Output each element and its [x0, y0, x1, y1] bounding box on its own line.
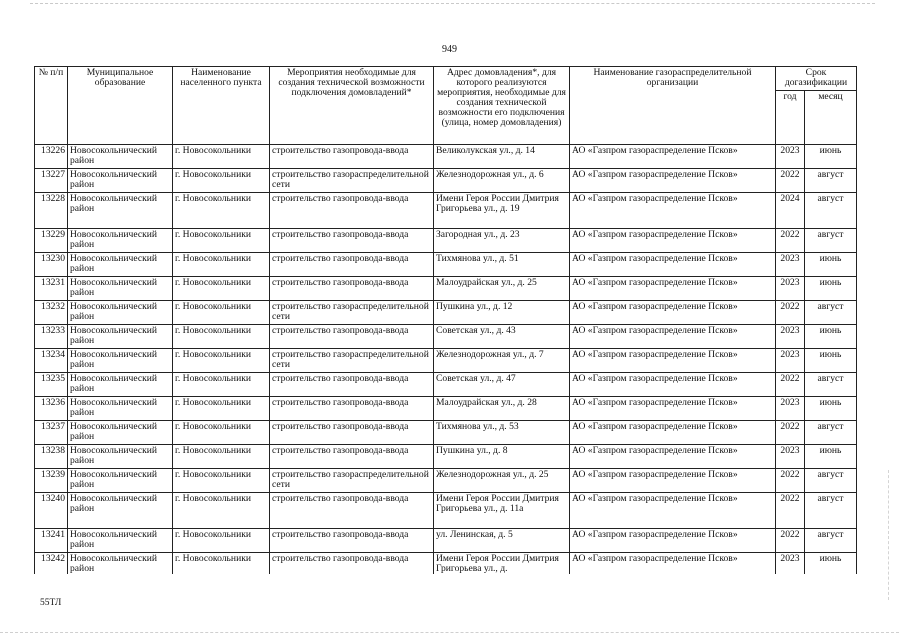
cell-org: АО «Газпром газораспределение Псков»: [570, 169, 776, 193]
cell-locality: г. Новосокольники: [173, 445, 270, 469]
cell-address: Великолукская ул., д. 14: [434, 145, 570, 169]
header-month: месяц: [805, 91, 857, 145]
cell-org: АО «Газпром газораспределение Псков»: [570, 373, 776, 397]
cell-num: 13226: [35, 145, 68, 169]
cell-org: АО «Газпром газораспределение Псков»: [570, 145, 776, 169]
table-row: [35, 193, 857, 229]
footer-code: 55ТЛ: [40, 598, 62, 608]
cell-address: Тихмянова ул., д. 53: [434, 421, 570, 445]
table-row: [35, 529, 857, 553]
cell-num: 13228: [35, 193, 68, 229]
cell-num: 13236: [35, 397, 68, 421]
cell-address: Имени Героя России Дмитрия Григорьева ул., д. 19: [434, 193, 570, 229]
cell-org: АО «Газпром газораспределение Псков»: [570, 229, 776, 253]
cell-municipality: Новосокольнический район: [68, 169, 173, 193]
cell-municipality: Новосокольнический район: [68, 145, 173, 169]
cell-year: 2023: [776, 253, 805, 277]
cell-org: АО «Газпром газораспределение Псков»: [570, 277, 776, 301]
cell-locality: г. Новосокольники: [173, 277, 270, 301]
cell-address: Имени Героя России Дмитрия Григорьева ул., д.: [434, 553, 570, 575]
cell-locality: г. Новосокольники: [173, 253, 270, 277]
cell-year: 2022: [776, 169, 805, 193]
cell-locality: г. Новосокольники: [173, 169, 270, 193]
header-locality: Наименование населенного пункта: [173, 67, 270, 145]
cell-year: 2023: [776, 325, 805, 349]
header-num: № п/п: [35, 67, 68, 145]
cell-event: строительство газопровода-ввода: [270, 193, 434, 229]
cell-year: 2022: [776, 229, 805, 253]
scan-edge-right: [888, 470, 889, 600]
header-address: Адрес домовладения*, для которого реализуются мероприятия, необходимые для создания технической возможности его подключения (улица, номер домовладения): [434, 67, 570, 145]
cell-month: август: [805, 469, 857, 493]
table-row: [35, 169, 857, 193]
cell-year: 2022: [776, 301, 805, 325]
cell-month: июнь: [805, 325, 857, 349]
cell-event: строительство газопровода-ввода: [270, 397, 434, 421]
cell-year: 2024: [776, 193, 805, 229]
header-event: Мероприятия необходимые для создания технической возможности подключения домовладений*: [270, 67, 434, 145]
cell-municipality: Новосокольнический район: [68, 445, 173, 469]
cell-num: 13238: [35, 445, 68, 469]
cell-event: строительство газопровода-ввода: [270, 145, 434, 169]
cell-org: АО «Газпром газораспределение Псков»: [570, 253, 776, 277]
cell-locality: г. Новосокольники: [173, 349, 270, 373]
cell-event: строительство газопровода-ввода: [270, 277, 434, 301]
cell-month: июнь: [805, 253, 857, 277]
cell-municipality: Новосокольнический район: [68, 325, 173, 349]
scan-edge-bottom: [0, 632, 899, 633]
table-row: [35, 493, 857, 529]
cell-event: строительство газораспределительной сети: [270, 349, 434, 373]
cell-year: 2022: [776, 469, 805, 493]
cell-org: АО «Газпром газораспределение Псков»: [570, 349, 776, 373]
cell-num: 13230: [35, 253, 68, 277]
cell-month: август: [805, 373, 857, 397]
cell-municipality: Новосокольнический район: [68, 253, 173, 277]
cell-num: 13234: [35, 349, 68, 373]
cell-locality: г. Новосокольники: [173, 373, 270, 397]
cell-event: строительство газопровода-ввода: [270, 553, 434, 575]
cell-year: 2023: [776, 277, 805, 301]
cell-month: август: [805, 169, 857, 193]
cell-org: АО «Газпром газораспределение Псков»: [570, 469, 776, 493]
table-row: [35, 253, 857, 277]
header-year: год: [776, 91, 805, 145]
cell-org: АО «Газпром газораспределение Псков»: [570, 421, 776, 445]
cell-event: строительство газопровода-ввода: [270, 325, 434, 349]
cell-event: строительство газопровода-ввода: [270, 529, 434, 553]
cell-locality: г. Новосокольники: [173, 301, 270, 325]
cell-municipality: Новосокольнический район: [68, 193, 173, 229]
page-number: 949: [442, 44, 457, 55]
cell-address: Пушкина ул., д. 8: [434, 445, 570, 469]
cell-org: АО «Газпром газораспределение Псков»: [570, 493, 776, 529]
table-row: [35, 553, 857, 575]
cell-month: август: [805, 493, 857, 529]
cell-event: строительство газораспределительной сети: [270, 301, 434, 325]
cell-year: 2023: [776, 445, 805, 469]
cell-address: Малоудрайская ул., д. 25: [434, 277, 570, 301]
cell-municipality: Новосокольнический район: [68, 301, 173, 325]
table-body: [35, 145, 857, 575]
cell-num: 13241: [35, 529, 68, 553]
cell-year: 2023: [776, 145, 805, 169]
cell-year: 2023: [776, 553, 805, 575]
cell-org: АО «Газпром газораспределение Псков»: [570, 553, 776, 575]
cell-year: 2022: [776, 373, 805, 397]
cell-org: АО «Газпром газораспределение Псков»: [570, 529, 776, 553]
cell-address: Железнодорожная ул., д. 25: [434, 469, 570, 493]
cell-month: июнь: [805, 553, 857, 575]
table-row: [35, 229, 857, 253]
cell-municipality: Новосокольнический район: [68, 421, 173, 445]
cell-month: июнь: [805, 397, 857, 421]
cell-month: июнь: [805, 277, 857, 301]
cell-municipality: Новосокольнический район: [68, 277, 173, 301]
cell-locality: г. Новосокольники: [173, 145, 270, 169]
header-org: Наименование газораспределительной организации: [570, 67, 776, 145]
cell-event: строительство газораспределительной сети: [270, 469, 434, 493]
cell-year: 2022: [776, 421, 805, 445]
header-deadline: Срок догазификации: [776, 67, 857, 91]
cell-address: Советская ул., д. 43: [434, 325, 570, 349]
cell-locality: г. Новосокольники: [173, 553, 270, 575]
cell-locality: г. Новосокольники: [173, 193, 270, 229]
cell-address: Имени Героя России Дмитрия Григорьева ул., д. 11а: [434, 493, 570, 529]
cell-year: 2023: [776, 349, 805, 373]
cell-locality: г. Новосокольники: [173, 421, 270, 445]
cell-num: 13231: [35, 277, 68, 301]
table-row: [35, 373, 857, 397]
cell-event: строительство газораспределительной сети: [270, 169, 434, 193]
table-row: [35, 301, 857, 325]
cell-num: 13239: [35, 469, 68, 493]
cell-num: 13227: [35, 169, 68, 193]
cell-address: Загородная ул., д. 23: [434, 229, 570, 253]
cell-month: июнь: [805, 445, 857, 469]
scan-edge-top: [30, 3, 875, 4]
cell-municipality: Новосокольнический район: [68, 373, 173, 397]
cell-address: Пушкина ул., д. 12: [434, 301, 570, 325]
cell-num: 13237: [35, 421, 68, 445]
header-row: [35, 67, 857, 91]
table-row: [35, 277, 857, 301]
cell-locality: г. Новосокольники: [173, 493, 270, 529]
cell-month: август: [805, 301, 857, 325]
cell-org: АО «Газпром газораспределение Псков»: [570, 193, 776, 229]
cell-event: строительство газопровода-ввода: [270, 229, 434, 253]
cell-month: июнь: [805, 349, 857, 373]
header-municipality: Муниципальное образование: [68, 67, 173, 145]
cell-address: Малоудрайская ул., д. 28: [434, 397, 570, 421]
cell-num: 13240: [35, 493, 68, 529]
cell-org: АО «Газпром газораспределение Псков»: [570, 325, 776, 349]
cell-event: строительство газопровода-ввода: [270, 421, 434, 445]
table-row: [35, 397, 857, 421]
table-row: [35, 421, 857, 445]
cell-municipality: Новосокольнический район: [68, 553, 173, 575]
cell-municipality: Новосокольнический район: [68, 397, 173, 421]
cell-org: АО «Газпром газораспределение Псков»: [570, 397, 776, 421]
cell-address: Тихмянова ул., д. 51: [434, 253, 570, 277]
cell-locality: г. Новосокольники: [173, 529, 270, 553]
cell-org: АО «Газпром газораспределение Псков»: [570, 445, 776, 469]
cell-address: Железнодорожная ул., д. 7: [434, 349, 570, 373]
cell-month: июнь: [805, 145, 857, 169]
table-row: [35, 349, 857, 373]
table-row: [35, 469, 857, 493]
cell-municipality: Новосокольнический район: [68, 229, 173, 253]
table-row: [35, 325, 857, 349]
cell-event: строительство газопровода-ввода: [270, 445, 434, 469]
cell-municipality: Новосокольнический район: [68, 469, 173, 493]
cell-num: 13242: [35, 553, 68, 575]
cell-year: 2023: [776, 397, 805, 421]
cell-num: 13233: [35, 325, 68, 349]
table-row: [35, 445, 857, 469]
cell-event: строительство газопровода-ввода: [270, 373, 434, 397]
cell-locality: г. Новосокольники: [173, 229, 270, 253]
cell-address: ул. Ленинская, д. 5: [434, 529, 570, 553]
cell-month: август: [805, 229, 857, 253]
gasification-table: [34, 66, 857, 574]
cell-num: 13229: [35, 229, 68, 253]
cell-month: август: [805, 193, 857, 229]
cell-address: Советская ул., д. 47: [434, 373, 570, 397]
cell-municipality: Новосокольнический район: [68, 529, 173, 553]
cell-locality: г. Новосокольники: [173, 469, 270, 493]
cell-org: АО «Газпром газораспределение Псков»: [570, 301, 776, 325]
cell-num: 13232: [35, 301, 68, 325]
cell-municipality: Новосокольнический район: [68, 349, 173, 373]
cell-num: 13235: [35, 373, 68, 397]
cell-locality: г. Новосокольники: [173, 397, 270, 421]
cell-month: август: [805, 529, 857, 553]
cell-year: 2022: [776, 493, 805, 529]
cell-locality: г. Новосокольники: [173, 325, 270, 349]
cell-year: 2022: [776, 529, 805, 553]
cell-municipality: Новосокольнический район: [68, 493, 173, 529]
cell-event: строительство газопровода-ввода: [270, 493, 434, 529]
table-row: [35, 145, 857, 169]
cell-month: август: [805, 421, 857, 445]
cell-event: строительство газопровода-ввода: [270, 253, 434, 277]
cell-address: Железнодорожная ул., д. 6: [434, 169, 570, 193]
